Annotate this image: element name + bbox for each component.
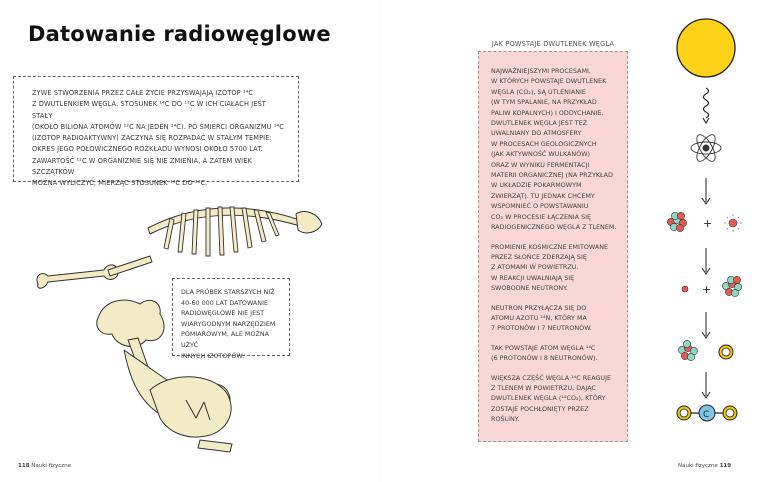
intro-line: ŻYWE STWORZENIA PRZEZ CAŁE ŻYCIE PRZYSWAJAJĄ IZOTOP ¹⁴C <box>32 89 254 97</box>
sidebar-line: SWOBODNE NEUTRONY. <box>491 284 568 293</box>
sidebar-line: ZWIERZĄT). TU JEDNAK CHCEMY <box>491 191 595 200</box>
sidebar-line: UWALNIANY DO ATMOSFERY <box>491 129 582 138</box>
sidebar-line: RADIOGENICZNEGO WĘGLA Z TLENEM. <box>491 223 617 232</box>
sidebar-line: DWUTLENEK WĘGLA JEST TEŻ <box>491 119 588 128</box>
sidebar-line: W PROCESACH GEOLOGICZNYCH <box>491 139 597 148</box>
sidebar-line: (6 PROTONÓW I 8 NEUTRONÓW). <box>491 354 598 363</box>
left-folio <box>18 463 71 469</box>
note-line: 40-60 000 LAT DATOWANIE <box>181 298 269 307</box>
intro-line: (IZOTOP RADIOAKTYWNY) ZACZYNA SIĘ ROZPADAĆ W STAŁYM TEMPIE: <box>32 134 272 143</box>
note-line: INNYCH IZOTOPÓW. <box>181 351 245 360</box>
sidebar-line: W KTÓRYCH POWSTAJE DWUTLENEK <box>491 77 607 86</box>
right-folio <box>678 463 731 469</box>
skull-large <box>150 377 231 437</box>
intro-line: OKRES JEGO POŁOWICZNEGO ROZKŁADU WYNOSI OKOŁO 5700 LAT. <box>32 145 263 154</box>
sidebar-paragraph-5 <box>491 373 617 425</box>
page-title: Datowanie radiowęglowe <box>28 22 331 46</box>
sidebar-line: NEUTRON PRZYŁĄCZA SIĘ DO <box>491 303 587 312</box>
carbon-label: C <box>703 410 710 420</box>
note-line: WIARYGODNYM NARZĘDZIEM <box>181 319 276 328</box>
sidebar-line: PRZEZ SŁOŃCE ZDERZAJĄ SIĘ <box>491 252 587 261</box>
cosmic-ray-icon <box>704 88 709 118</box>
sidebar-line: WĘGLA (CO₂), SĄ UTLENIANIE <box>491 87 586 96</box>
sidebar-line: 7 PROTONÓW I 7 NEUTRONÓW. <box>491 324 592 333</box>
sidebar-line: DWUTLENEK WĘGLA (¹⁴CO₂), KTÓRY <box>491 394 606 403</box>
oxygen-atom-icon <box>719 345 733 359</box>
carbon14-atom-icon <box>678 340 697 360</box>
sidebar-line: ROŚLINY. <box>491 415 520 424</box>
sidebar-line: (W TYM SPALANIE, NA PRZYKŁAD <box>491 98 597 107</box>
sidebar-paragraph-1 <box>491 66 617 233</box>
sidebar-line: MATERII ORGANICZNEJ (NA PRZYKŁAD <box>491 171 613 180</box>
right-page-number: 119 <box>719 463 732 469</box>
intro-line: (OKOŁO BILIONA ATOMÓW ¹²C NA JEDEN ¹⁴C). PO ŚMIERCI ORGANIZMU ¹⁴C <box>32 122 284 131</box>
sun-icon <box>677 19 735 77</box>
note-line: DLA PRÓBEK STARSZYCH NIŻ <box>181 288 275 296</box>
sidebar-line: ZOSTAJE POCHŁONIĘTY PRZEZ <box>491 404 589 413</box>
sidebar-line: W REAKCJI UWALNIAJĄ SIĘ <box>491 273 575 282</box>
left-page-number: 118 <box>18 463 30 469</box>
jaw-bone <box>198 440 232 452</box>
note-box <box>172 278 290 360</box>
carbon-cycle-diagram <box>650 0 760 482</box>
right-running-title: Nauki fizyczne <box>678 463 718 469</box>
page-gutter <box>379 0 381 482</box>
sidebar-line: ORAZ W WYNIKU FERMENTACJI <box>491 160 590 169</box>
skull <box>296 212 322 233</box>
proton-icon <box>682 286 688 292</box>
plus-sign: + <box>702 283 712 296</box>
sidebar-line: CO₂ W PROCESIE ŁĄCZENIA SIĘ <box>491 212 592 221</box>
sidebar-line: TAK POWSTAJE ATOM WĘGLA ¹⁴C <box>491 343 596 352</box>
neutron-icon <box>724 214 742 232</box>
note-paragraph <box>181 287 281 361</box>
intro-line: ZAWARTOŚĆ ¹²C W ORGANIZMIE SIĘ NIE ZMIENIA, A ZATEM WIEK SZCZĄTKÓW <box>32 156 252 177</box>
sidebar-line: Z TLENEM W POWIETRZU, DAJĄC <box>491 383 596 392</box>
sidebar-paragraph-3 <box>491 303 617 334</box>
sidebar-line: WIĘKSZA CZĘŚĆ WĘGLA ¹⁴C REAGUJE <box>491 373 612 382</box>
left-running-title: Nauki fizyczne <box>31 463 72 469</box>
atom-icon <box>691 132 721 164</box>
note-line: POMIAROWYM, ALE MOŻNA UŻYĆ <box>181 330 269 349</box>
nitrogen-nucleus-icon <box>667 212 686 231</box>
sidebar-paragraph-4 <box>491 343 617 364</box>
sidebar-box <box>478 51 628 442</box>
sidebar-line: ATOMU AZOTU ¹⁴N, KTÓRY MA <box>491 313 587 322</box>
sidebar-line: NAJWAŻNIEJSZYMI PROCESAMI, <box>491 67 591 75</box>
sidebar-line: PALIW KOPALNYCH) I ODDYCHANIE. <box>491 108 604 117</box>
sidebar-line: (JAK AKTYWNOŚĆ WULKANÓW) <box>491 150 591 159</box>
note-line: RADIOWĘGLOWE NIE JEST <box>181 309 265 318</box>
sidebar-line: W UKŁADZIE POKARMOWYM <box>491 181 582 190</box>
intro-line: Z DWUTLENKIEM WĘGLA: STOSUNEK ¹⁴C DO ¹²C W ICH CIAŁACH JEST STAŁY <box>32 100 266 120</box>
intro-line: MOŻNA WYLICZYĆ, MIERZĄC STOSUNEK ¹⁴C DO ¹²C. <box>32 179 208 188</box>
carbon14-nucleus-icon <box>722 276 741 296</box>
co2-molecule-icon <box>677 405 737 421</box>
sidebar-paragraph-2 <box>491 242 617 294</box>
sidebar-line: Z ATOMAMI W POWIETRZU. <box>491 263 579 272</box>
sidebar-line: PROMIENIE KOSMICZNE EMITOWANE <box>491 242 609 251</box>
femur-bone <box>37 265 118 288</box>
sidebar-line: WSPOMNIEĆ O POWSTAWANIU <box>491 202 589 211</box>
sidebar-heading: JAK POWSTAJE DWUTLENEK WĘGLA <box>491 40 615 48</box>
plus-sign: + <box>703 217 713 230</box>
